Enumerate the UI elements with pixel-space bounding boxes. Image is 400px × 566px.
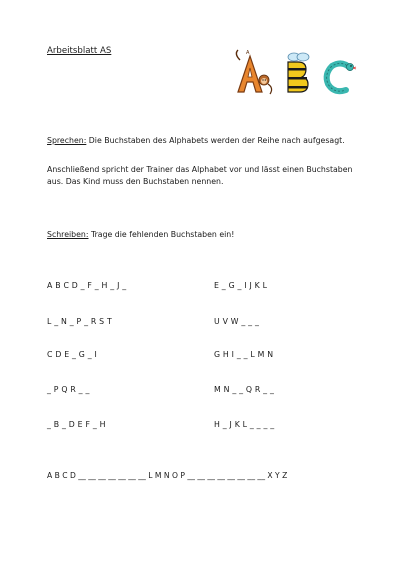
exercise-left-5[interactable]: _ B _ D E F _ H [47, 420, 106, 429]
writing-label: Schreiben: [47, 230, 89, 239]
alphabet-full-exercise[interactable]: A B C D __ __ __ __ __ __ __ L M N O P __ __ __ __ __ __ __ __ X Y Z [47, 471, 288, 480]
exercise-right-4[interactable]: M N _ _ Q R _ _ [214, 385, 275, 394]
svg-text:A: A [246, 50, 250, 56]
letter-b-bee-icon [288, 53, 309, 92]
exercise-left-3[interactable]: C D E _ G _ I [47, 350, 97, 359]
exercise-left-1[interactable]: A B C D _ F _ H _ J _ [47, 281, 127, 290]
exercise-left-2[interactable]: L _ N _ P _ R S T [47, 317, 112, 326]
exercise-right-2[interactable]: U V W _ _ _ [214, 317, 260, 326]
abc-logo [228, 48, 358, 98]
speaking-followup: Anschließend spricht der Trainer das Alphabet vor und lässt einen Buchstaben aus. Das Kind muss den Buchstaben nennen. [47, 165, 353, 186]
speaking-label: Sprechen: [47, 136, 87, 145]
letter-a-monkey-icon [236, 50, 271, 94]
writing-text: Trage die fehlenden Buchstaben ein! [88, 230, 235, 239]
exercise-left-4[interactable]: _ P Q R _ _ [47, 385, 90, 394]
writing-instruction [47, 229, 365, 241]
exercise-right-1[interactable]: E _ G _ I J K L [214, 281, 268, 290]
speaking-instruction [47, 135, 365, 147]
letter-c-snake-icon [327, 63, 356, 91]
exercise-right-3[interactable]: G H I _ _ L M N [214, 350, 274, 359]
worksheet-title: Arbeitsblatt AS [47, 46, 112, 56]
speaking-text: Die Buchstaben des Alphabets werden der Reihe nach aufgesagt. [86, 136, 345, 145]
exercise-right-5[interactable]: H _ J K L _ _ _ _ [214, 420, 275, 429]
